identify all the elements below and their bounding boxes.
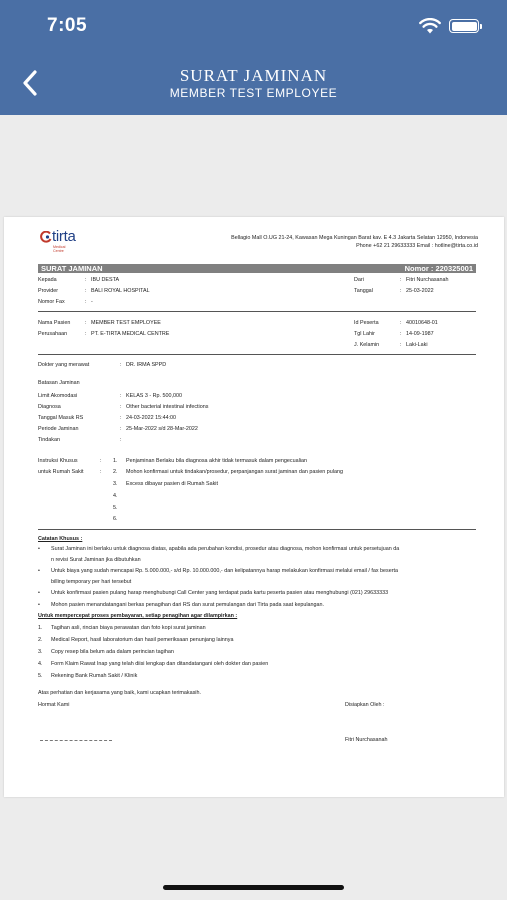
tgl-lahir-label: Tgl Lahir — [354, 331, 375, 337]
fax-value: - — [91, 299, 93, 305]
proses-item: Medical Report, hasil laboratorium dan hasil pemeriksaan penunjang lainnya — [51, 637, 234, 643]
id-peserta-value: 40010648-01 — [406, 320, 438, 326]
instruksi-item: Mohon konfirmasi untuk tindakan/prosedur, perpanjangan surat jaminan dan pasien pulang — [126, 469, 343, 475]
proses-num: 1. — [38, 625, 43, 631]
status-icons — [419, 18, 479, 34]
divider — [38, 311, 476, 312]
fax-label: Nomor Fax — [38, 299, 65, 305]
instruksi-num: 2. — [113, 469, 118, 475]
instruksi-label-2: untuk Rumah Sakit — [38, 469, 84, 475]
nav-header — [0, 0, 507, 115]
tgl-lahir-value: 14-09-1987 — [406, 331, 434, 337]
proses-item: Copy resep bila belum ada dalam perincian tagihan — [51, 649, 174, 655]
kepada-value: IBU DESTA — [91, 277, 120, 283]
letter-number: Nomor : 220325001 — [404, 264, 473, 273]
perusahaan-label: Perusahaan — [38, 331, 68, 337]
header-titles — [0, 66, 507, 101]
proses-title: Untuk mempercepat proses pembayaran, setiap penagihan agar dilampirkan : — [38, 613, 238, 619]
contact-line: Phone +62 21 29633333 Email : hotline@tirta.co.id — [356, 243, 478, 249]
wifi-icon — [419, 18, 441, 34]
limit-value: KELAS 3 - Rp. 500,000 — [126, 393, 183, 399]
proses-num: 3. — [38, 649, 43, 655]
instruksi-num: 5. — [113, 505, 118, 511]
dari-value: Fitri Nurchasanah — [406, 277, 449, 283]
periode-label: Periode Jaminan — [38, 426, 79, 432]
catatan-item-cont: billing temporary per hari tersebut — [51, 579, 132, 585]
letter-title-bar — [38, 264, 476, 273]
tanggal-value: 25-03-2022 — [406, 288, 434, 294]
kelamin-value: Laki-Laki — [406, 342, 428, 348]
tirta-logo-icon — [40, 231, 52, 243]
proses-num: 5. — [38, 673, 43, 679]
address-line: Bellagio Mall O.UG 21-24, Kawasan Mega Kuningan Barat kav. E 4.3 Jakarta Selatan 12950, Indonesia — [231, 235, 478, 241]
catatan-item-cont: n revisi Surat Jaminan jka dibutuhkan — [51, 557, 141, 563]
tanggal-masuk-label: Tanggal Masuk RS — [38, 415, 84, 421]
home-indicator[interactable] — [163, 885, 344, 890]
catatan-item: Mohon pasien menandatangani berkas penagihan dari RS dan surat pemulangan dari Tirta pada saat kepulangan. — [51, 602, 325, 608]
provider-value: BALI ROYAL HOSPITAL — [91, 288, 150, 294]
tanggal-masuk-value: 24-03-2022 15:44:00 — [126, 415, 177, 421]
nama-pasien-value: MEMBER TEST EMPLOYEE — [91, 320, 161, 326]
signature-line — [40, 740, 112, 741]
dari-label: Dari — [354, 277, 364, 283]
hormat-kami: Hormat Kami — [38, 702, 70, 708]
catatan-item: Untuk konfirmasi pasien pulang harap menghubungi Call Center yang terdapat pada kartu peserta pasien atau menghubungi (021) 29633333 — [51, 590, 389, 596]
catatan-item: Surat Jaminan ini berlaku untuk diagnosa diatas, apabila ada perubahan kondisi, prosedur atau diagnosa, mohon konfirmasi untuk persetujuan da — [51, 546, 400, 552]
instruksi-num: 3. — [113, 481, 118, 487]
kelamin-label: J. Kelamin — [354, 342, 380, 348]
tindakan-label: Tindakan — [38, 437, 60, 443]
diagnosa-label: Diagnosa — [38, 404, 61, 410]
periode-value: 25-Mar-2022 s/d 28-Mar-2022 — [126, 426, 198, 432]
kepada-label: Kepada — [38, 277, 57, 283]
instruksi-num: 6. — [113, 516, 118, 522]
logo-text: tirta — [52, 228, 76, 245]
proses-num: 2. — [38, 637, 43, 643]
limit-label: Limit Akomodasi — [38, 393, 78, 399]
divider — [38, 529, 476, 530]
dokter-value: DR. IRMA SPPD — [126, 362, 167, 368]
tanggal-label: Tanggal — [354, 288, 373, 294]
perusahaan-value: PT. E-TIRTA MEDICAL CENTRE — [91, 331, 170, 337]
clinic-address — [231, 234, 478, 250]
signer-name: Fitri Nurchasanah — [345, 737, 388, 743]
closing-text: Atas perhatian dan kerjasama yang baik, kami ucapkan terimakasih. — [38, 690, 202, 696]
catatan-title: Catatan Khusus : — [38, 536, 83, 542]
dokter-label: Dokter yang merawat — [38, 362, 90, 368]
batasan-label: Batasan Jaminan — [38, 380, 80, 386]
id-peserta-label: Id Peserta — [354, 320, 379, 326]
catatan-item: Untuk biaya yang sudah mencapai Rp. 5.000.000,- s/d Rp. 10.000.000,- dan kelipatannya harap melakukan konfirmasi melalui email / fax beserta — [51, 568, 399, 574]
nama-pasien-label: Nama Pasien — [38, 320, 71, 326]
disiapkan-oleh: Disiapkan Oleh : — [345, 702, 385, 708]
diagnosa-value: Other bacterial intestinal infections — [126, 404, 209, 410]
instruksi-num: 4. — [113, 493, 118, 499]
instruksi-num: 1. — [113, 458, 118, 464]
divider — [38, 354, 476, 355]
page-subtitle: MEMBER TEST EMPLOYEE — [169, 86, 338, 100]
instruksi-item: Penjaminan Berlaku bila diagnosa akhir tidak termasuk dalam pengecualian — [126, 458, 307, 464]
logo-subtext: Medical Centre — [53, 245, 66, 253]
proses-item: Form Klaim Rawat Inap yang telah diisi lengkap dan ditandatangani oleh dokter dan pasien — [51, 661, 269, 667]
proses-num: 4. — [38, 661, 43, 667]
guarantee-letter-document[interactable]: tirta Medical Centre Bellagio Mall O.UG 21-24, Kawasan Mega Kuningan Barat kav. E 4.3 Jakarta Selatan 12950, Indonesia Phone +62 21 29633333 Email : hotline@tirta.co.id SURAT JAMINAN Nomor : 220325001 Kepada : IBU DESTA Provider : BALI ROYAL HOSPITAL Nomor Fax : - Dari : Fitri Nurchasanah Tanggal : 25-03-2022 Nama Pasien : MEMBER TEST EMPLOYEE Perusahaan : PT. E-TIRTA MEDICAL CENTRE Id Peserta : 40010648-01 Tgl Lahir : 14-09-1987 J. Kelamin : Laki-Laki Dokter yang merawat : DR. IRMA SPPD Batasan Jaminan Limit Akomodasi : KELAS 3 - Rp. 500,000 Diagnosa : Other bacterial intestinal infections Tanggal Masuk RS : 24-03-2022 15:44:00 Periode Jaminan : 25-Mar-2022 s/d 28-Mar-2022 Tindakan : Instruksi Khusus untuk Rumah Sakit : : 1. Penjaminan Berlaku bila diagnosa akhir tidak termasuk dalam pengecualian 2. Mohon konfirmasi untuk tindakan/prosedur, perpanjangan surat jaminan dan pasien pulang 3. Excess dibayar pasien di Rumah Sakit 4. 5. 6. Catatan Khusus : • Surat Jaminan ini berlaku untuk diagnosa diatas, apabila ada perubahan kondisi, prosedur atau diagnosa, mohon konfirmasi untuk persetujuan da n revisi Surat Jaminan jka dibutuhkan • Untuk biaya yang sudah mencapai Rp. 5.000.000,- s/d Rp. 10.000.000,- dan kelipatannya harap melakukan konfirmasi melalui email / fax beserta billing temporary per hari tersebut • Untuk konfirmasi pasien pulang harap menghubungi Call Center yang terdapat pada kartu peserta pasien atau menghubungi (021) 29633333 • Mohon pasien menandatangani berkas penagihan dari RS dan surat pemulangan dari Tirta pada saat kepulangan. Untuk mempercepat proses pembayaran, setiap penagihan agar dilampirkan : 1. Tagihan asli, rincian biaya perawatan dan foto kopi surat jaminan 2. Medical Report, hasil laboratorium dan hasil pemeriksaan penunjang lainnya 3. Copy resep bila belum ada dalam perincian tagihan 4. Form Klaim Rawat Inap yang telah diisi lengkap dan ditandatangani oleh dokter dan pasien 5. Rekening Bank Rumah Sakit / Klinik Atas perhatian dan kerjasama yang baik, kami ucapkan terimakasih. Hormat Kami Disiapkan Oleh : Fitri Nurchasanah — [4, 217, 504, 797]
letter-title: SURAT JAMINAN — [41, 264, 103, 273]
proses-item: Rekening Bank Rumah Sakit / Klinik — [51, 673, 138, 679]
instruksi-item: Excess dibayar pasien di Rumah Sakit — [126, 481, 218, 487]
page-title: SURAT JAMINAN — [179, 66, 328, 85]
instruksi-label: Instruksi Khusus — [38, 458, 78, 464]
proses-item: Tagihan asli, rincian biaya perawatan dan foto kopi surat jaminan — [51, 625, 206, 631]
status-time: 7:05 — [47, 15, 88, 36]
provider-label: Provider — [38, 288, 59, 294]
battery-icon — [449, 19, 479, 33]
